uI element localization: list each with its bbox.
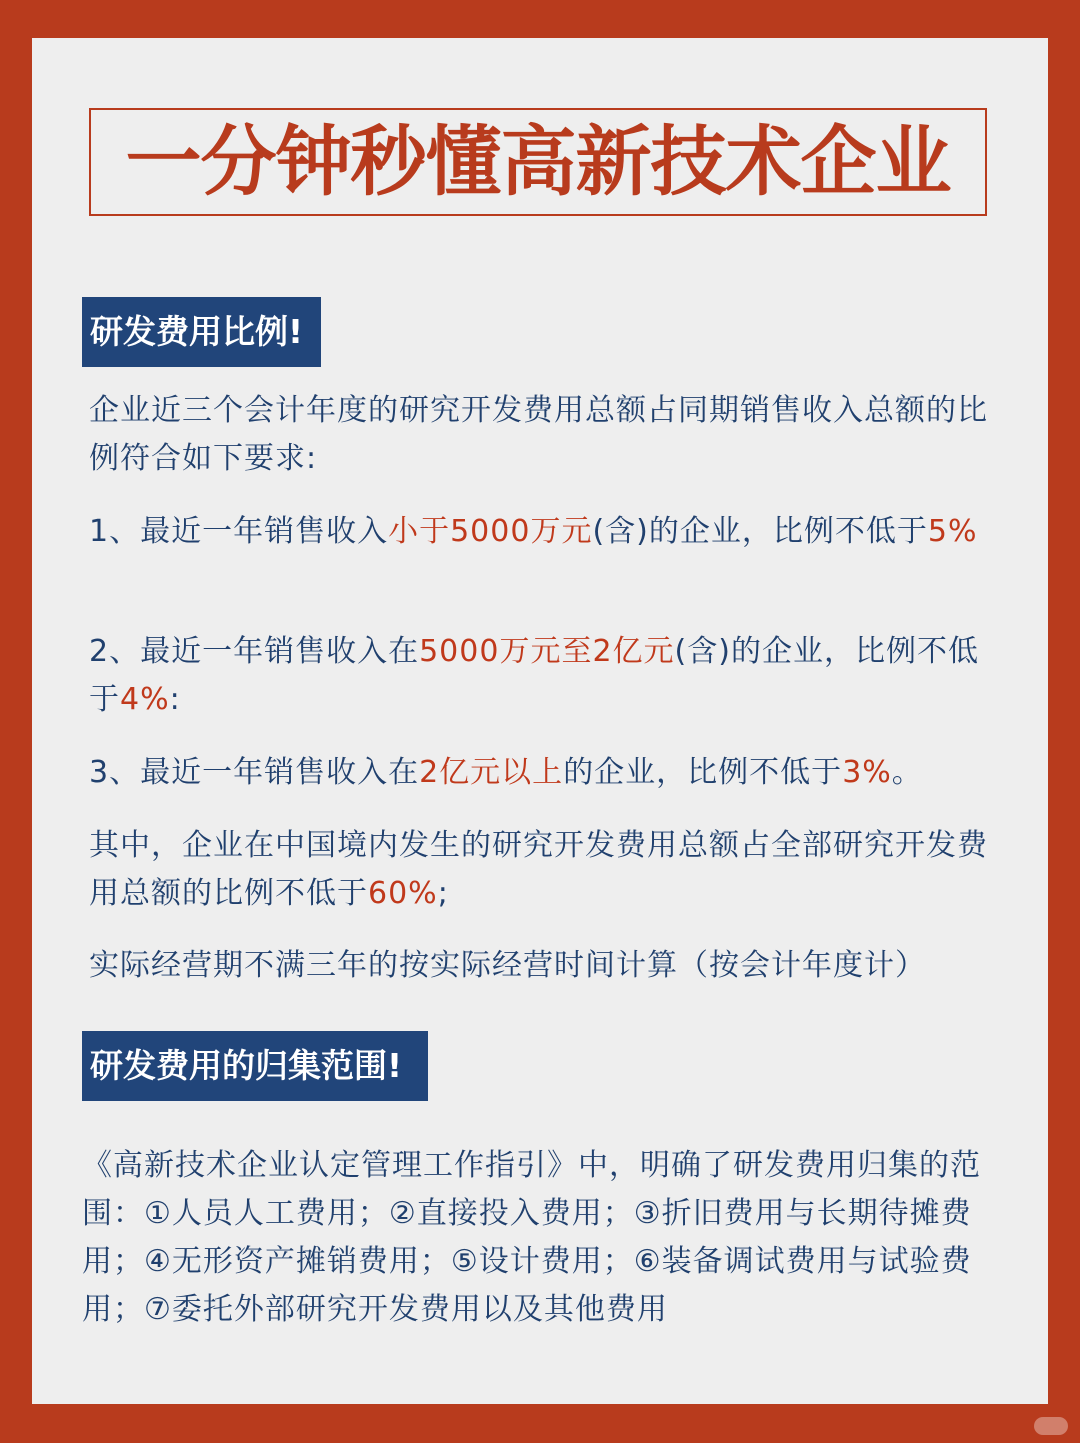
item-text: (含)的企业，比例不低于	[89, 634, 979, 717]
requirement-item-2	[89, 628, 999, 724]
requirement-item-1	[89, 508, 999, 556]
highlight-percent: 60%	[368, 876, 438, 911]
highlight-text: 小于5000万元	[388, 514, 593, 549]
note-paragraph: 实际经营期不满三年的按实际经营时间计算（按会计年度计）	[89, 948, 926, 983]
watermark-logo	[1034, 1417, 1068, 1435]
highlight-text: 5000万元至2亿元	[419, 634, 675, 669]
intro-paragraph: 企业近三个会计年度的研究开发费用总额占同期销售收入总额的比例符合如下要求:	[89, 393, 988, 476]
requirement-item-3	[89, 749, 999, 797]
highlight-percent: 5%	[927, 514, 978, 549]
item-text: 3、最近一年销售收入在	[89, 755, 420, 790]
scope-paragraph: 《高新技术企业认定管理工作指引》中，明确了研发费用归集的范围：①人员人工费用；②直接投入费用；③折旧费用与长期待摊费用；④无形资产摊销费用；⑤设计费用；⑥装备调试费用与试验费用；⑦委托外部研究开发费用以及其他费用	[82, 1148, 981, 1327]
highlight-percent: 3%	[842, 755, 892, 790]
section-heading-rd-ratio: 研发费用比例!	[82, 297, 321, 367]
paragraph-text: ;	[437, 876, 449, 911]
paragraph-text: 其中，企业在中国境内发生的研究开发费用总额占全部研究开发费用总额的比例不低于	[89, 828, 988, 911]
content-card	[32, 38, 1048, 1404]
item-text: 1、最近一年销售收入	[89, 514, 389, 549]
highlight-percent: 4%	[120, 682, 170, 717]
item-text: 2、最近一年销售收入在	[89, 634, 420, 669]
item-text: (含)的企业，比例不低于	[592, 514, 928, 549]
highlight-text: 2亿元以上	[419, 755, 564, 790]
section-heading-rd-scope: 研发费用的归集范围!	[82, 1031, 428, 1101]
item-text: 的企业，比例不低于	[563, 755, 843, 790]
title-box	[89, 108, 987, 216]
domestic-ratio-paragraph	[89, 822, 999, 918]
item-text: 。	[891, 755, 923, 790]
item-text: :	[169, 682, 181, 717]
page-title: 一分钟秒懂高新技术企业	[125, 117, 951, 206]
